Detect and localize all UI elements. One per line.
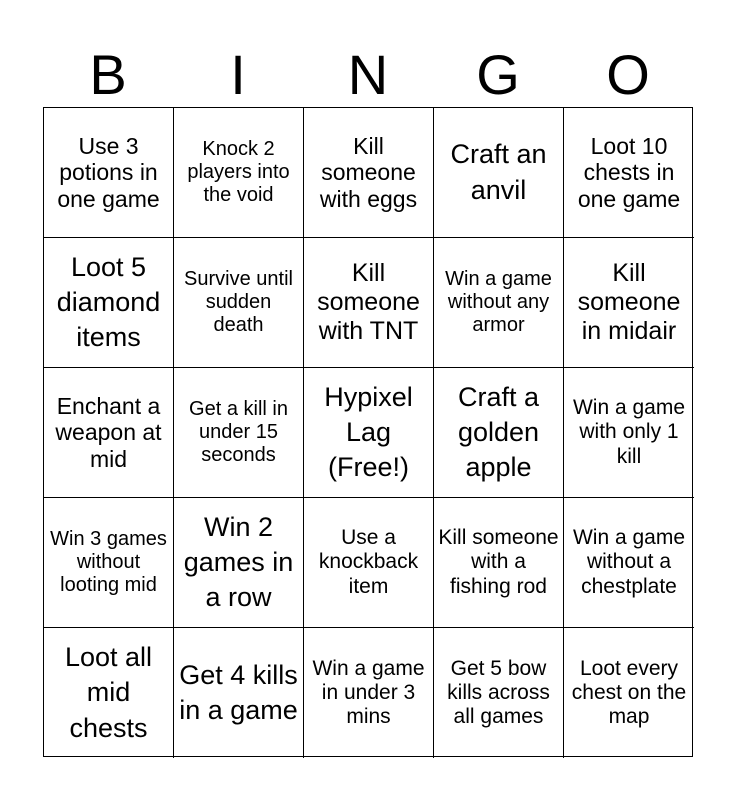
bingo-cell[interactable]: Kill someone in midair (564, 238, 694, 368)
bingo-cell[interactable]: Win 2 games in a row (174, 498, 304, 628)
bingo-cell[interactable]: Win a game in under 3 mins (304, 628, 434, 758)
bingo-cell[interactable]: Enchant a weapon at mid (44, 368, 174, 498)
bingo-cell[interactable]: Win a game with only 1 kill (564, 368, 694, 498)
header-letter-g: G (476, 43, 520, 106)
bingo-cell[interactable]: Loot all mid chests (44, 628, 174, 758)
header-letter-n: N (347, 43, 389, 106)
bingo-cell[interactable]: Loot 5 diamond items (44, 238, 174, 368)
bingo-cell[interactable]: Knock 2 players into the void (174, 108, 304, 238)
header-letter-o: O (606, 43, 650, 106)
bingo-cell[interactable]: Win a game without a chestplate (564, 498, 694, 628)
bingo-cell[interactable]: Get 4 kills in a game (174, 628, 304, 758)
bingo-cell[interactable]: Kill someone with a fishing rod (434, 498, 564, 628)
bingo-cell[interactable]: Survive until sudden death (174, 238, 304, 368)
bingo-cell[interactable]: Get a kill in under 15 seconds (174, 368, 304, 498)
bingo-cell[interactable]: Craft a golden apple (434, 368, 564, 498)
bingo-cell[interactable]: Get 5 bow kills across all games (434, 628, 564, 758)
bingo-cell[interactable]: Use a knockback item (304, 498, 434, 628)
bingo-cell[interactable]: Kill someone with eggs (304, 108, 434, 238)
bingo-cell[interactable]: Use 3 potions in one game (44, 108, 174, 238)
bingo-cell[interactable]: Win 3 games without looting mid (44, 498, 174, 628)
bingo-cell[interactable]: Win a game without any armor (434, 238, 564, 368)
header-letter-i: I (230, 43, 246, 106)
bingo-cell[interactable]: Loot 10 chests in one game (564, 108, 694, 238)
bingo-grid (43, 107, 693, 757)
header-letter-b: B (89, 43, 127, 106)
bingo-header (43, 44, 693, 106)
free-space-cell[interactable]: Hypixel Lag (Free!) (304, 368, 434, 498)
bingo-cell[interactable]: Loot every chest on the map (571, 656, 687, 729)
bingo-cell[interactable]: Kill someone with TNT (304, 238, 434, 368)
bingo-cell[interactable]: Craft an anvil (434, 108, 564, 238)
